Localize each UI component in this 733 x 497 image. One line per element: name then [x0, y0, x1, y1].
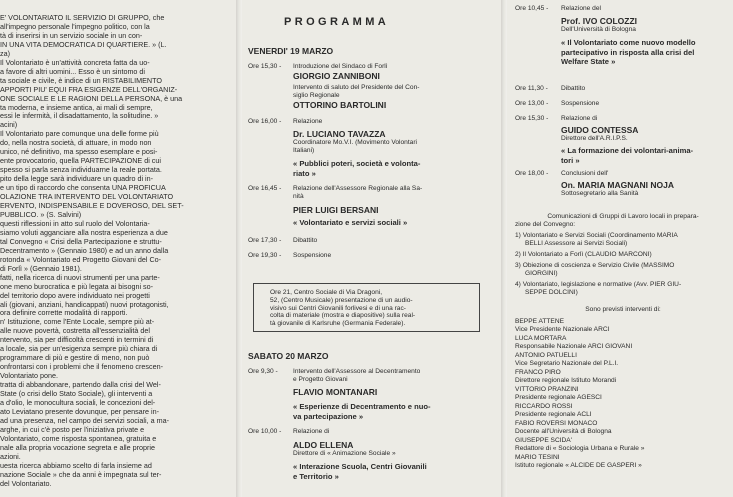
event-12 [561, 170, 731, 198]
time-10: Ore 13,00 - [515, 100, 549, 107]
guest-name: MARIO TESINI [515, 454, 560, 461]
guests-intro: Sono previsti interventi di: [585, 306, 661, 313]
working-group-line: GIORGINI) [525, 270, 558, 277]
talk-title: « Volontariato e servizi sociali » [293, 218, 408, 227]
talk-title: e Territorio » [293, 471, 339, 481]
event-1 [293, 63, 493, 110]
guest-item [515, 454, 731, 470]
intro-line: Il Volontariato è un'attività concreta fatta da uo- [0, 58, 150, 67]
talk-title: « Esperienze di Decentramento e nuo- [293, 402, 431, 411]
intro-text [0, 14, 230, 489]
speaker-name: On. MARIA MAGNANI NOJA [561, 180, 675, 190]
guest-name: BEPPE ATTENE [515, 318, 564, 325]
intro-line: IN UNA VITA DEMOCRATICA DI QUARTIERE. » (L. [0, 40, 167, 49]
intro-line: a locale, sia per un'esigenza sempre più chiara di [0, 345, 158, 354]
intro-line: uesta ricerca abbiamo scelto di farla insieme ad [0, 461, 152, 470]
fold-shadow [236, 0, 242, 497]
guest-item [515, 352, 731, 368]
program-column-continued [512, 0, 733, 497]
speaker-name: OTTORINO BARTOLINI [293, 100, 387, 110]
guest-name: ANTONIO PATUELLI [515, 352, 577, 359]
intro-line: essi le infermità, il disadattamento, la solitudine. » [0, 112, 159, 121]
talk-title: « Il Volontariato come nuovo modello [561, 38, 696, 47]
intro-line: spesso si parla senza individuarne la reale portata. [0, 166, 162, 175]
intro-line: one meno burocratica e più legata ai bisogni so- [0, 282, 154, 291]
event-desc: Relazione dell'Assessore Regionale alla Sa- [293, 185, 423, 192]
intro-line: nale alla propria vocazione segreta e alle proprie [0, 443, 156, 452]
time-6: Ore 9,30 - [248, 368, 278, 375]
intro-line: PUBBLICO. » (S. Salvini) [0, 210, 82, 219]
intro-line: programmare di più e gestire di meno, non può [0, 354, 150, 363]
talk-title: « Interazione Scuola, Centri Giovanili [293, 462, 427, 471]
speaker-name: ALDO ELLENA [293, 440, 354, 450]
guest-role: Redattore di « Sociologia Urbana e Rurale » [515, 445, 645, 452]
event-desc: Sospensione [293, 252, 332, 259]
guests-list [515, 318, 731, 471]
intro-line: di Forlì » (Gennaio 1981). [0, 264, 82, 273]
talk-title: partecipativo in risposta alla crisi del [561, 47, 695, 57]
time-9: Ore 11,30 - [515, 85, 548, 92]
event-desc: Conclusioni dell' [561, 170, 609, 177]
event-6 [293, 368, 493, 421]
guest-item [515, 318, 731, 334]
speaker-name: FLAVIO MONTANARI [293, 387, 378, 397]
guest-item [515, 437, 731, 453]
intro-line: fatti, nella ricerca di nuovi strumenti per una parte- [0, 273, 160, 282]
intro-line: e un tipo di raccordo che consenta UNA PROFICUA [0, 184, 166, 193]
event-desc: nità [293, 193, 304, 200]
evening-event-line: visivo sui Centri Giovanili forlivesi e di una rac- [270, 304, 406, 312]
intro-line: ONE SOCIALE E LE RAGIONI DELLA PERSONA, è una [0, 94, 183, 103]
talk-title: tori » [561, 155, 580, 165]
speaker-role: Italiani) [293, 147, 315, 154]
working-group-item [515, 262, 731, 278]
guest-role: Docente all'Università di Bologna [515, 428, 612, 435]
event-desc: Dibattito [293, 237, 318, 244]
intro-line: OLAZIONE TRA INTERVENTO DEL VOLONTARIATO [0, 193, 174, 202]
guest-name: GIUSEPPE SCIDA' [515, 437, 572, 444]
guest-role: Presidente regionale AGESCI [515, 394, 602, 401]
intro-line: del Volontariato. [0, 479, 52, 488]
intro-line: nazione Sociale » che da anni è impegnata sul ter- [0, 470, 162, 479]
intro-line: ntervento, sia per difficoltà crescenti in termini di [0, 336, 154, 345]
guest-name: VITTORIO PRANZINI [515, 386, 579, 393]
guest-role: Direttore regionale Istituto Morandi [515, 377, 617, 384]
intro-line: alle nuove povertà, costretta all'essenzialità del [0, 327, 151, 336]
intro-line: Volontariato, come risposta spontanea, gratuita e [0, 434, 157, 443]
working-group-line: SEPPE DOLCINI) [525, 289, 578, 296]
guest-item [515, 386, 731, 402]
evening-event-line: tà giovanile di Karlsruhe (Germania Federale). [270, 320, 406, 328]
guest-name: FRANCO PIRO [515, 369, 561, 376]
intro-line: ad una presenza, nel campo dei servizi sociali, a ma- [0, 416, 169, 425]
guest-role: Istituto regionale « ALCIDE DE GASPERI » [515, 462, 642, 469]
intro-line: n' Istituzione, come l'Ente Locale, sempre più at- [0, 318, 155, 327]
intro-line: do, nella nostra società, di attuare, in modo non [0, 139, 152, 148]
time-11: Ore 15,30 - [515, 115, 549, 122]
guest-role: Vice Presidente Nazionale ARCI [515, 326, 610, 333]
time-4: Ore 17,30 - [248, 237, 282, 244]
guest-item [515, 403, 731, 419]
speaker-name: Dr. LUCIANO TAVAZZA [293, 129, 386, 139]
intro-line: del territorio dopo avere individuato nei progetti [0, 291, 150, 300]
intro-line: ora definire corrette modalità di rapporti. [0, 309, 128, 318]
intro-line: a d'olio, le monocultura sociali, le concezioni del- [0, 398, 156, 407]
guest-role: Presidente regionale ACLI [515, 411, 592, 418]
intro-line: siamo voluti agganciare alla nostra esperienza a due [0, 228, 168, 237]
fold-shadow [501, 0, 507, 497]
time-12: Ore 18,00 - [515, 170, 549, 177]
working-group-line: 4) Volontariato, legislazione e normative (Avv. PIER GIU- [515, 281, 682, 288]
intro-line: tà di inserirsi in un servizio sociale in un con- [0, 31, 143, 40]
speaker-name: GIORGIO ZANNIBONI [293, 71, 380, 81]
intro-line: unico, né definitivo, ma spesso esemplare e posi- [0, 148, 158, 157]
intro-line: ali (giovani, anziani, handicappati) nuovi protagonisti, [0, 300, 169, 309]
intro-line: ta moderna, e insieme antica, ai mali di sempre, [0, 103, 153, 112]
guest-item [515, 335, 731, 351]
intro-line: tal Convegno « Crisi della Partecipazione e struttu- [0, 237, 162, 246]
working-group-item [515, 232, 731, 248]
time-5: Ore 19,30 - [248, 252, 282, 259]
speaker-name: PIER LUIGI BERSANI [293, 205, 379, 215]
intro-line: questi riflessioni in atto sul ruolo del Volontaria- [0, 219, 150, 228]
event-desc: Intervento dell'Assessore al Decentramento [293, 368, 421, 375]
working-group-item [515, 251, 731, 259]
event-desc: Intervento di saluto del Presidente del Con- [293, 84, 420, 91]
intro-line: ta sociale e civile, è indice di un RISTABILIMENTO [0, 76, 162, 85]
event-desc: Dibattito [561, 85, 586, 92]
day-heading-saturday: SABATO 20 MARZO [248, 351, 329, 361]
intro-line: za) [0, 49, 10, 58]
event-desc: e Progetto Giovani [293, 376, 348, 383]
event-desc: siglio Regionale [293, 92, 340, 99]
working-group-line: 3) Obiezione di coscienza e Servizio Civile (MASSIMO [515, 262, 675, 269]
working-group-line: BELLI Assessore ai Servizi Sociali) [525, 240, 628, 247]
speaker-name: Prof. IVO COLOZZI [561, 16, 638, 26]
day-heading-friday: VENERDI' 19 MARZO [248, 46, 334, 56]
speaker-role: Direttore dell'A.R.I.P.S. [561, 135, 628, 142]
program-column [244, 0, 494, 497]
time-2: Ore 16,00 - [248, 118, 282, 125]
intro-line: arghe, in cui c'è posto per l'iniziativa private e [0, 425, 145, 434]
talk-title: riato » [293, 168, 316, 178]
time-8: Ore 10,45 - [515, 5, 549, 12]
intro-line: all'impegno personale l'impegno politico, con la [0, 22, 150, 31]
groups-intro-line: zione del Convegno: [515, 221, 576, 228]
evening-event-line: Ore 21, Centro Sociale di Via Dragoni, [270, 289, 383, 296]
time-3: Ore 16,45 - [248, 185, 282, 192]
intro-line: acini) [0, 121, 18, 130]
guest-item [515, 420, 731, 436]
guest-role: Responsabile Nazionale ARCI GIOVANI [515, 343, 633, 350]
event-11 [561, 115, 731, 165]
intro-line: onfrontarsi con i problemi che il fenomeno crescen- [0, 363, 163, 372]
intro-line: ato Leviatano presente dovunque, per pensare in- [0, 407, 160, 416]
intro-line: azioni. [0, 452, 21, 461]
evening-event-line: colta di materiale (mostra e diapositive) sulla real- [270, 312, 416, 320]
guest-name: FABIO ROVERSI MONACO [515, 420, 598, 427]
speaker-role: Direttore di « Animazione Sociale » [293, 450, 396, 457]
working-group-line: 2) Il Volontariato a Forlì (CLAUDIO MARCONI) [515, 251, 652, 258]
intro-line: Volontariato pone. [0, 372, 58, 381]
working-group-item [515, 281, 731, 297]
intro-line: Il Volontariato pare comunque una delle forme più [0, 130, 159, 139]
intro-line: ente provocatorio, quella PARTECIPAZIONE di cui [0, 157, 161, 166]
speaker-name: GUIDO CONTESSA [561, 125, 639, 135]
guest-item [515, 369, 731, 385]
speaker-role: Sottosegretario alla Sanità [561, 190, 639, 197]
talk-title: va partecipazione » [293, 411, 364, 421]
event-3 [293, 185, 493, 228]
event-desc: Relazione di [561, 115, 598, 122]
talk-title: « La formazione dei volontari-anima- [561, 146, 694, 155]
intro-line: rotonda « Volontariato ed Progetto Giovani del Co- [0, 255, 162, 264]
talk-title: Welfare State » [561, 57, 616, 67]
guest-name: LUCA MORTARA [515, 335, 567, 342]
evening-event-box [253, 283, 480, 332]
event-desc: Introduzione del Sindaco di Forlì [293, 63, 388, 70]
event-desc: Relazione del [561, 5, 601, 12]
speaker-role: Dell'Università di Bologna [561, 26, 636, 33]
intro-line: a favore di altri uomini... Esso è un sintomo di [0, 67, 146, 76]
event-desc: Sospensione [561, 100, 600, 107]
evening-event-line: 52, (Centro Musicale) presentazione di un audio- [270, 296, 413, 304]
intro-line: Decentramento » (Gennaio 1980) e ad un anno dalla [0, 246, 169, 255]
speaker-role: Coordinatore Mo.V.I. (Movimento Volontari [293, 139, 417, 146]
talk-title: « Pubblici poteri, società e volonta- [293, 159, 421, 168]
time-7: Ore 10,00 - [248, 428, 282, 435]
event-7 [293, 428, 493, 481]
working-group-line: 1) Volontariato e Servizi Sociali (Coordinamento MARIA [515, 232, 678, 239]
guest-name: RICCARDO ROSSI [515, 403, 573, 410]
event-desc: Relazione di [293, 428, 330, 435]
intro-line: ERVENTO, INDISPENSABILE E DOVEROSO, DEL SET- [0, 202, 184, 211]
evening-event-text [270, 289, 465, 328]
intro-line: E' VOLONTARIATO IL SERVIZIO DI GRUPPO, che [0, 14, 165, 22]
event-8 [561, 5, 731, 67]
working-groups-list [515, 232, 731, 300]
event-desc: Relazione [293, 118, 323, 125]
intro-line: APPORTI PIU' EQUI FRA ESIGENZE DELL'ORGANIZ- [0, 85, 178, 94]
groups-intro [515, 213, 731, 229]
guest-role: Vice Segretario Nazionale del P.L.I. [515, 360, 619, 367]
intro-line: tratta di abbandonare, partendo dalla crisi del Wel- [0, 381, 161, 390]
intro-column [0, 0, 232, 497]
intro-line: State (o crisi dello Stato Sociale), gli interventi a [0, 390, 153, 399]
event-2 [293, 118, 493, 178]
time-1: Ore 15,30 - [248, 63, 282, 70]
program-title: PROGRAMMA [284, 16, 390, 28]
groups-intro-line: Comunicazioni di Gruppi di Lavoro locali in prepara- [547, 213, 699, 220]
intro-line: pito della legge sarà individuare un quadro di in- [0, 175, 154, 184]
